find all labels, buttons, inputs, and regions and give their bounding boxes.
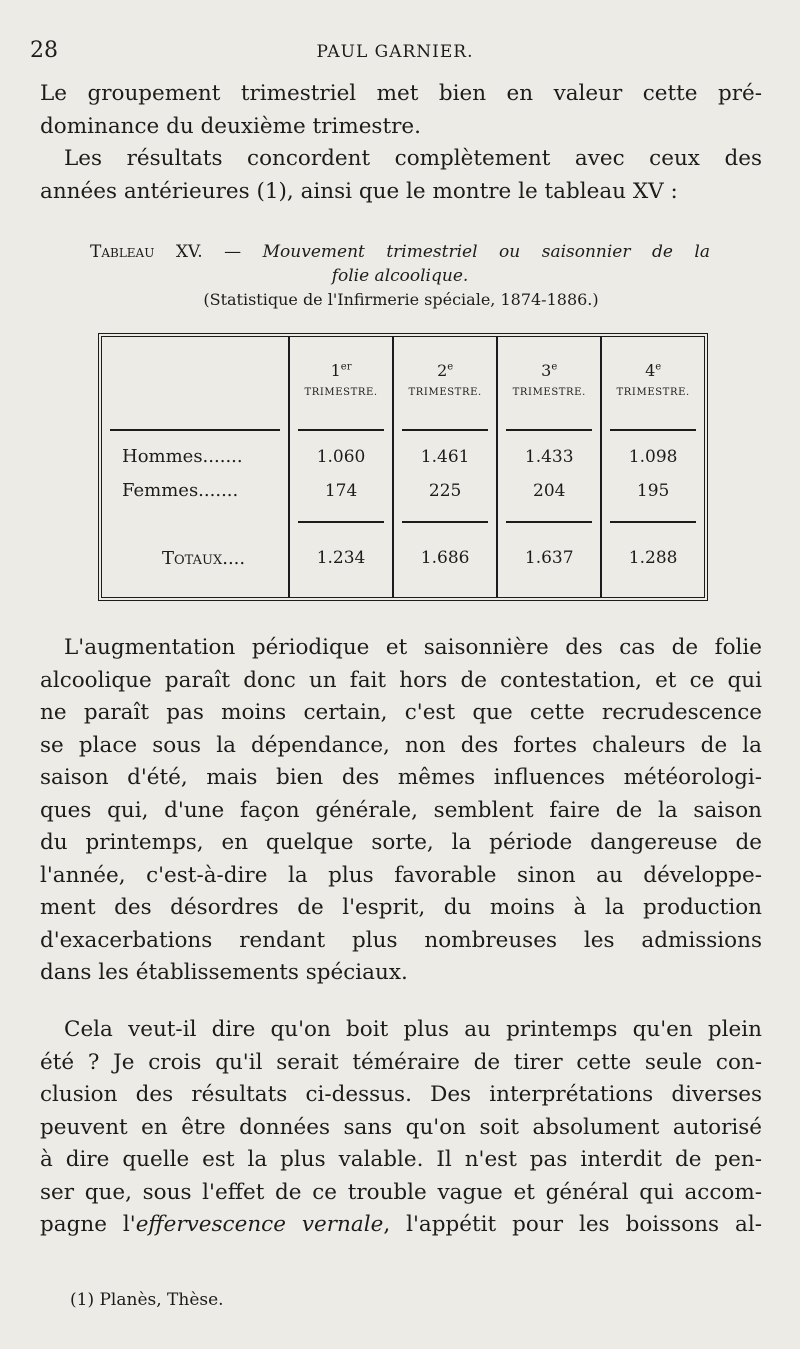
body-paragraph-1 bbox=[40, 632, 762, 990]
text-line: ment des désordres de l'esprit, du moins à la production bbox=[40, 895, 762, 920]
text-line: ques qui, d'une façon générale, semblent faire de la saison bbox=[40, 797, 762, 823]
text-line: ser que, sous l'effet de ce trouble vague et général qui accom- bbox=[40, 1179, 762, 1205]
caption-title-cont: folie alcoolique. bbox=[331, 266, 469, 286]
text-line: dans les établissements spéciaux. bbox=[40, 960, 408, 985]
text-line: clusion des résultats ci-dessus. Des interprétations diverses bbox=[40, 1082, 762, 1107]
total-label: Totaux.... bbox=[162, 547, 246, 569]
intro-paragraph bbox=[40, 78, 762, 208]
table-cell: 204 bbox=[497, 474, 601, 508]
total-cell: 1.234 bbox=[289, 535, 393, 581]
table-cell: 225 bbox=[393, 474, 497, 508]
table-cell: 1.461 bbox=[393, 440, 497, 474]
page-number: 28 bbox=[30, 38, 58, 63]
table-cell: 174 bbox=[289, 474, 393, 508]
caption-label: Tableau XV. bbox=[90, 242, 203, 262]
table-header-row bbox=[102, 337, 704, 421]
text-line: à dire quelle est la plus valable. Il n'est pas interdit de pen- bbox=[40, 1147, 762, 1172]
text-line: Le groupement trimestriel met bien en valeur cette pré- bbox=[40, 81, 762, 106]
text-line: ne paraît pas moins certain, c'est que cette recrudescence bbox=[40, 700, 762, 725]
running-title: PAUL GARNIER. bbox=[316, 42, 474, 62]
column-header: 1er TRIMESTRE. bbox=[289, 337, 393, 421]
text-line: Cela veut-il dire qu'on boit plus au printemps qu'en plein bbox=[64, 1017, 762, 1042]
total-row bbox=[102, 535, 704, 581]
italic-phrase: effervescence vernale bbox=[135, 1212, 384, 1237]
column-header: 3e TRIMESTRE. bbox=[497, 337, 601, 421]
table-cell: 1.060 bbox=[289, 440, 393, 474]
text-line: peuvent en être données sans qu'on soit absolument autorisé bbox=[40, 1114, 762, 1140]
table-cell: 1.433 bbox=[497, 440, 601, 474]
text-line: se place sous la dépendance, non des fortes chaleurs de la bbox=[40, 732, 762, 758]
column-header: 4e TRIMESTRE. bbox=[601, 337, 704, 421]
text-line: alcoolique paraît donc un fait hors de contestation, et ce qui bbox=[40, 667, 762, 693]
table-row bbox=[102, 440, 704, 474]
body-paragraph-2 bbox=[40, 1014, 762, 1242]
text-line: du printemps, en quelque sorte, la période dangereuse de bbox=[40, 830, 762, 855]
caption-title: Mouvement trimestriel ou saisonnier de la bbox=[262, 242, 711, 262]
table-caption bbox=[90, 240, 710, 288]
text-line: saison d'été, mais bien des mêmes influences météorologi- bbox=[40, 765, 762, 790]
total-cell: 1.637 bbox=[497, 535, 601, 581]
row-label: Femmes....... bbox=[122, 480, 239, 502]
table-cell: 195 bbox=[601, 474, 704, 508]
caption-dash: — bbox=[202, 242, 263, 262]
row-label: Hommes....... bbox=[122, 446, 243, 468]
table-cell: 1.098 bbox=[601, 440, 704, 474]
table-row bbox=[102, 474, 704, 508]
text-line: l'année, c'est-à-dire la plus favorable sinon au développe- bbox=[40, 862, 762, 888]
page-header bbox=[30, 38, 760, 68]
total-rule bbox=[102, 508, 704, 535]
footnote: (1) Planès, Thèse. bbox=[70, 1290, 224, 1310]
text-line: Les résultats concordent complètement avec ceux des bbox=[64, 146, 762, 171]
table-source: (Statistique de l'Infirmerie spéciale, 1874-1886.) bbox=[203, 290, 599, 309]
data-table bbox=[98, 333, 708, 601]
text-line: pagne l'effervescence vernale, l'appétit pour les boissons al- bbox=[40, 1212, 762, 1237]
total-cell: 1.288 bbox=[601, 535, 704, 581]
text-line: L'augmentation périodique et saisonnière des cas de folie bbox=[64, 635, 762, 660]
text-line: été ? Je crois qu'il serait téméraire de tirer cette seule con- bbox=[40, 1049, 762, 1075]
header-rule bbox=[102, 421, 704, 439]
caption-line bbox=[90, 240, 710, 264]
text-line: d'exacerbations rendant plus nombreuses les admissions bbox=[40, 927, 762, 953]
column-header: 2e TRIMESTRE. bbox=[393, 337, 497, 421]
text-line: années antérieures (1), ainsi que le montre le tableau XV : bbox=[40, 178, 678, 204]
total-cell: 1.686 bbox=[393, 535, 497, 581]
text-line: dominance du deuxième trimestre. bbox=[40, 113, 421, 139]
